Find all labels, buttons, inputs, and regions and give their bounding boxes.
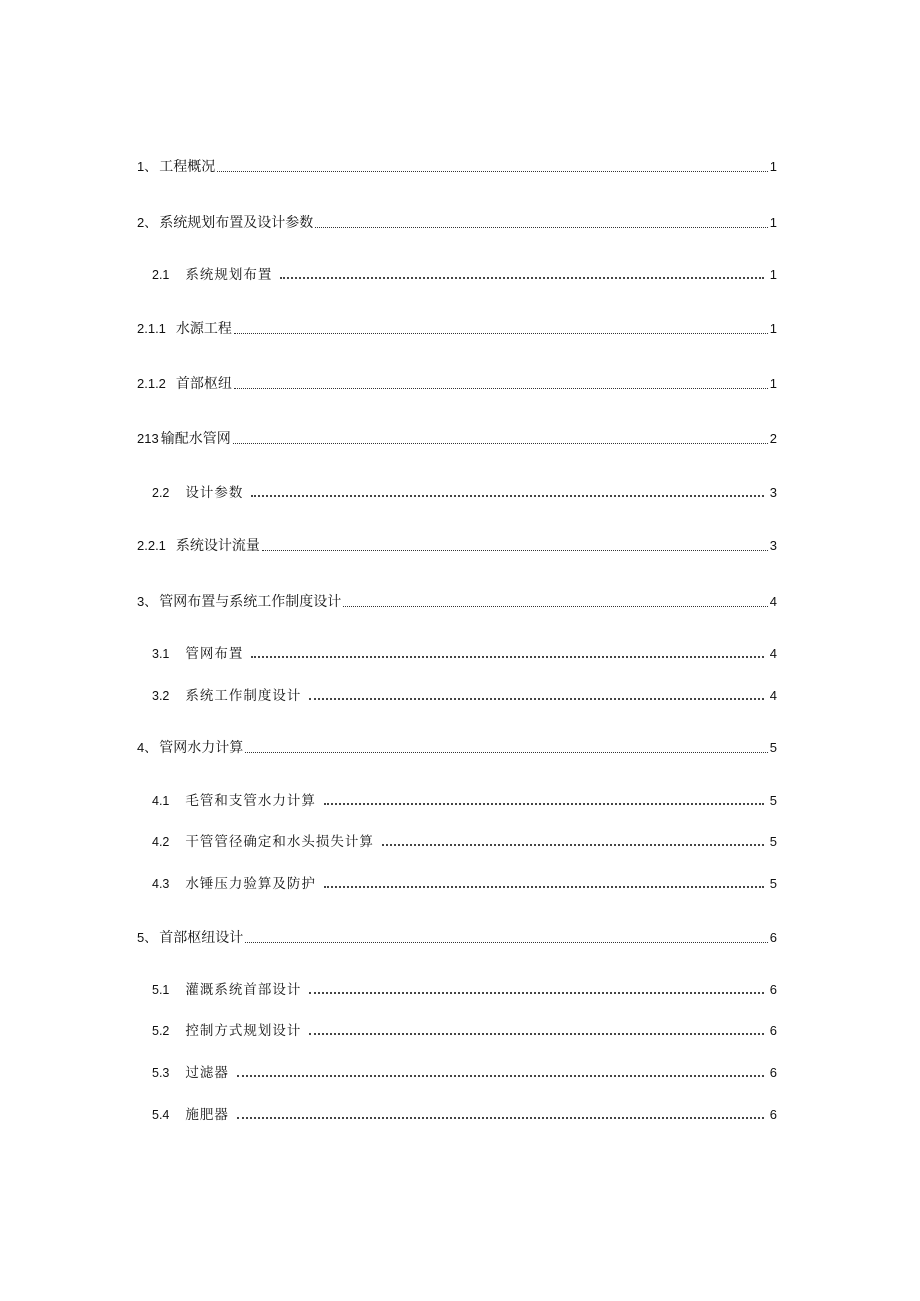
toc-entry[interactable] bbox=[137, 927, 777, 947]
toc-entry-number: 5.1 bbox=[152, 983, 170, 997]
toc-entry-number: 213 bbox=[137, 431, 159, 446]
toc-entry[interactable] bbox=[137, 318, 777, 338]
toc-entry-page: 6 bbox=[769, 982, 777, 997]
toc-dot-leader bbox=[233, 442, 768, 444]
toc-dot-leader bbox=[315, 226, 768, 228]
toc-dot-leader bbox=[280, 276, 763, 279]
toc-entry-title: 灌溉系统首部设计 bbox=[185, 982, 302, 998]
toc-entry[interactable] bbox=[152, 830, 777, 850]
toc-entry-page: 1 bbox=[769, 159, 777, 174]
toc-entry[interactable] bbox=[152, 978, 777, 998]
toc-entry-page: 2 bbox=[769, 431, 777, 446]
toc-entry-title: 水锤压力验算及防护 bbox=[185, 876, 316, 892]
toc-entry-number: 4、 bbox=[137, 740, 158, 755]
toc-entry-page: 6 bbox=[769, 1023, 777, 1038]
toc-dot-leader bbox=[237, 1074, 764, 1077]
toc-entry-page: 4 bbox=[769, 646, 777, 661]
toc-entry-number: 2、 bbox=[137, 215, 158, 230]
toc-entry[interactable] bbox=[137, 737, 777, 757]
toc-entry-number: 2.1.1 bbox=[137, 321, 166, 336]
toc-entry[interactable] bbox=[152, 1103, 777, 1123]
toc-entry[interactable] bbox=[152, 684, 777, 704]
toc-entry[interactable] bbox=[152, 789, 777, 809]
toc-dot-leader bbox=[245, 751, 768, 753]
toc-entry[interactable] bbox=[152, 1061, 777, 1081]
toc-entry-title: 系统设计流量 bbox=[175, 538, 260, 554]
toc-dot-leader bbox=[245, 941, 768, 943]
toc-entry-number: 5.2 bbox=[152, 1024, 170, 1038]
toc-dot-leader bbox=[309, 1032, 763, 1035]
toc-entry-number: 3、 bbox=[137, 594, 158, 609]
toc-entry-number: 2.1.2 bbox=[137, 376, 166, 391]
toc-entry-page: 6 bbox=[769, 1065, 777, 1080]
toc-dot-leader bbox=[251, 655, 763, 658]
toc-dot-leader bbox=[309, 991, 763, 994]
toc-entry-number: 4.3 bbox=[152, 877, 170, 891]
toc-dot-leader bbox=[237, 1116, 764, 1119]
toc-entry[interactable] bbox=[137, 591, 777, 611]
toc-entry-number: 4.2 bbox=[152, 835, 170, 849]
toc-entry-number: 4.1 bbox=[152, 794, 170, 808]
toc-entry-page: 5 bbox=[769, 740, 777, 755]
toc-entry-page: 3 bbox=[769, 485, 777, 500]
toc-entry-page: 4 bbox=[769, 594, 777, 609]
toc-dot-leader bbox=[382, 843, 764, 846]
toc-entry[interactable] bbox=[137, 373, 777, 393]
toc-dot-leader bbox=[217, 170, 768, 172]
toc-entry-number: 2.2.1 bbox=[137, 538, 166, 553]
toc-entry-page: 5 bbox=[769, 793, 777, 808]
toc-entry[interactable] bbox=[152, 1019, 777, 1039]
toc-entry-title: 管网布置 bbox=[185, 646, 244, 662]
toc-entry-number: 1、 bbox=[137, 159, 158, 174]
toc-entry-title: 过滤器 bbox=[185, 1065, 229, 1081]
toc-dot-leader bbox=[343, 605, 768, 607]
toc-entry-number: 2.2 bbox=[152, 486, 170, 500]
toc-entry[interactable] bbox=[152, 263, 777, 283]
toc-entry-title: 系统工作制度设计 bbox=[185, 688, 302, 704]
toc-dot-leader bbox=[234, 387, 768, 389]
toc-dot-leader bbox=[324, 885, 764, 888]
toc-entry-title: 系统规划布置及设计参数 bbox=[159, 215, 314, 231]
toc-entry-number: 5、 bbox=[137, 930, 158, 945]
toc-entry-title: 施肥器 bbox=[185, 1107, 229, 1123]
toc-entry[interactable] bbox=[152, 481, 777, 501]
toc-entry-page: 6 bbox=[769, 930, 777, 945]
toc-entry-title: 毛管和支管水力计算 bbox=[185, 793, 316, 809]
toc-entry-page: 1 bbox=[769, 267, 777, 282]
toc-entry[interactable] bbox=[137, 212, 777, 232]
toc-entry[interactable] bbox=[152, 642, 777, 662]
toc-dot-leader bbox=[262, 549, 768, 551]
toc-entry-title: 控制方式规划设计 bbox=[185, 1023, 302, 1039]
toc-entry-page: 5 bbox=[769, 876, 777, 891]
toc-entry[interactable] bbox=[137, 535, 777, 555]
toc-dot-leader bbox=[309, 697, 763, 700]
toc-entry-title: 工程概况 bbox=[159, 159, 216, 175]
toc-entry-page: 1 bbox=[769, 376, 777, 391]
toc-dot-leader bbox=[324, 802, 764, 805]
toc-entry-title: 系统规划布置 bbox=[185, 267, 273, 283]
toc-entry-number: 5.4 bbox=[152, 1108, 170, 1122]
toc-entry-page: 4 bbox=[769, 688, 777, 703]
toc-entry-page: 6 bbox=[769, 1107, 777, 1122]
toc-entry-title: 首部枢纽 bbox=[175, 376, 232, 392]
toc-entry[interactable] bbox=[137, 156, 777, 176]
toc-entry-number: 5.3 bbox=[152, 1066, 170, 1080]
toc-entry-page: 3 bbox=[769, 538, 777, 553]
toc-entry-title: 干管管径确定和水头损失计算 bbox=[185, 834, 374, 850]
toc-entry-title: 首部枢纽设计 bbox=[159, 930, 244, 946]
toc-dot-leader bbox=[251, 494, 763, 497]
toc-entry-title: 设计参数 bbox=[185, 485, 244, 501]
toc-entry-title: 管网水力计算 bbox=[159, 740, 244, 756]
toc-dot-leader bbox=[234, 332, 768, 334]
toc-entry-page: 1 bbox=[769, 215, 777, 230]
toc-entry[interactable] bbox=[152, 872, 777, 892]
toc-entry-page: 5 bbox=[769, 834, 777, 849]
toc-entry-title: 输配水管网 bbox=[160, 431, 231, 447]
toc-entry-title: 管网布置与系统工作制度设计 bbox=[159, 594, 342, 610]
toc-entry[interactable] bbox=[137, 428, 777, 448]
toc-entry-title: 水源工程 bbox=[175, 321, 232, 337]
toc-entry-number: 2.1 bbox=[152, 268, 170, 282]
toc-entry-number: 3.1 bbox=[152, 647, 170, 661]
toc-entry-number: 3.2 bbox=[152, 689, 170, 703]
toc-entry-page: 1 bbox=[769, 321, 777, 336]
